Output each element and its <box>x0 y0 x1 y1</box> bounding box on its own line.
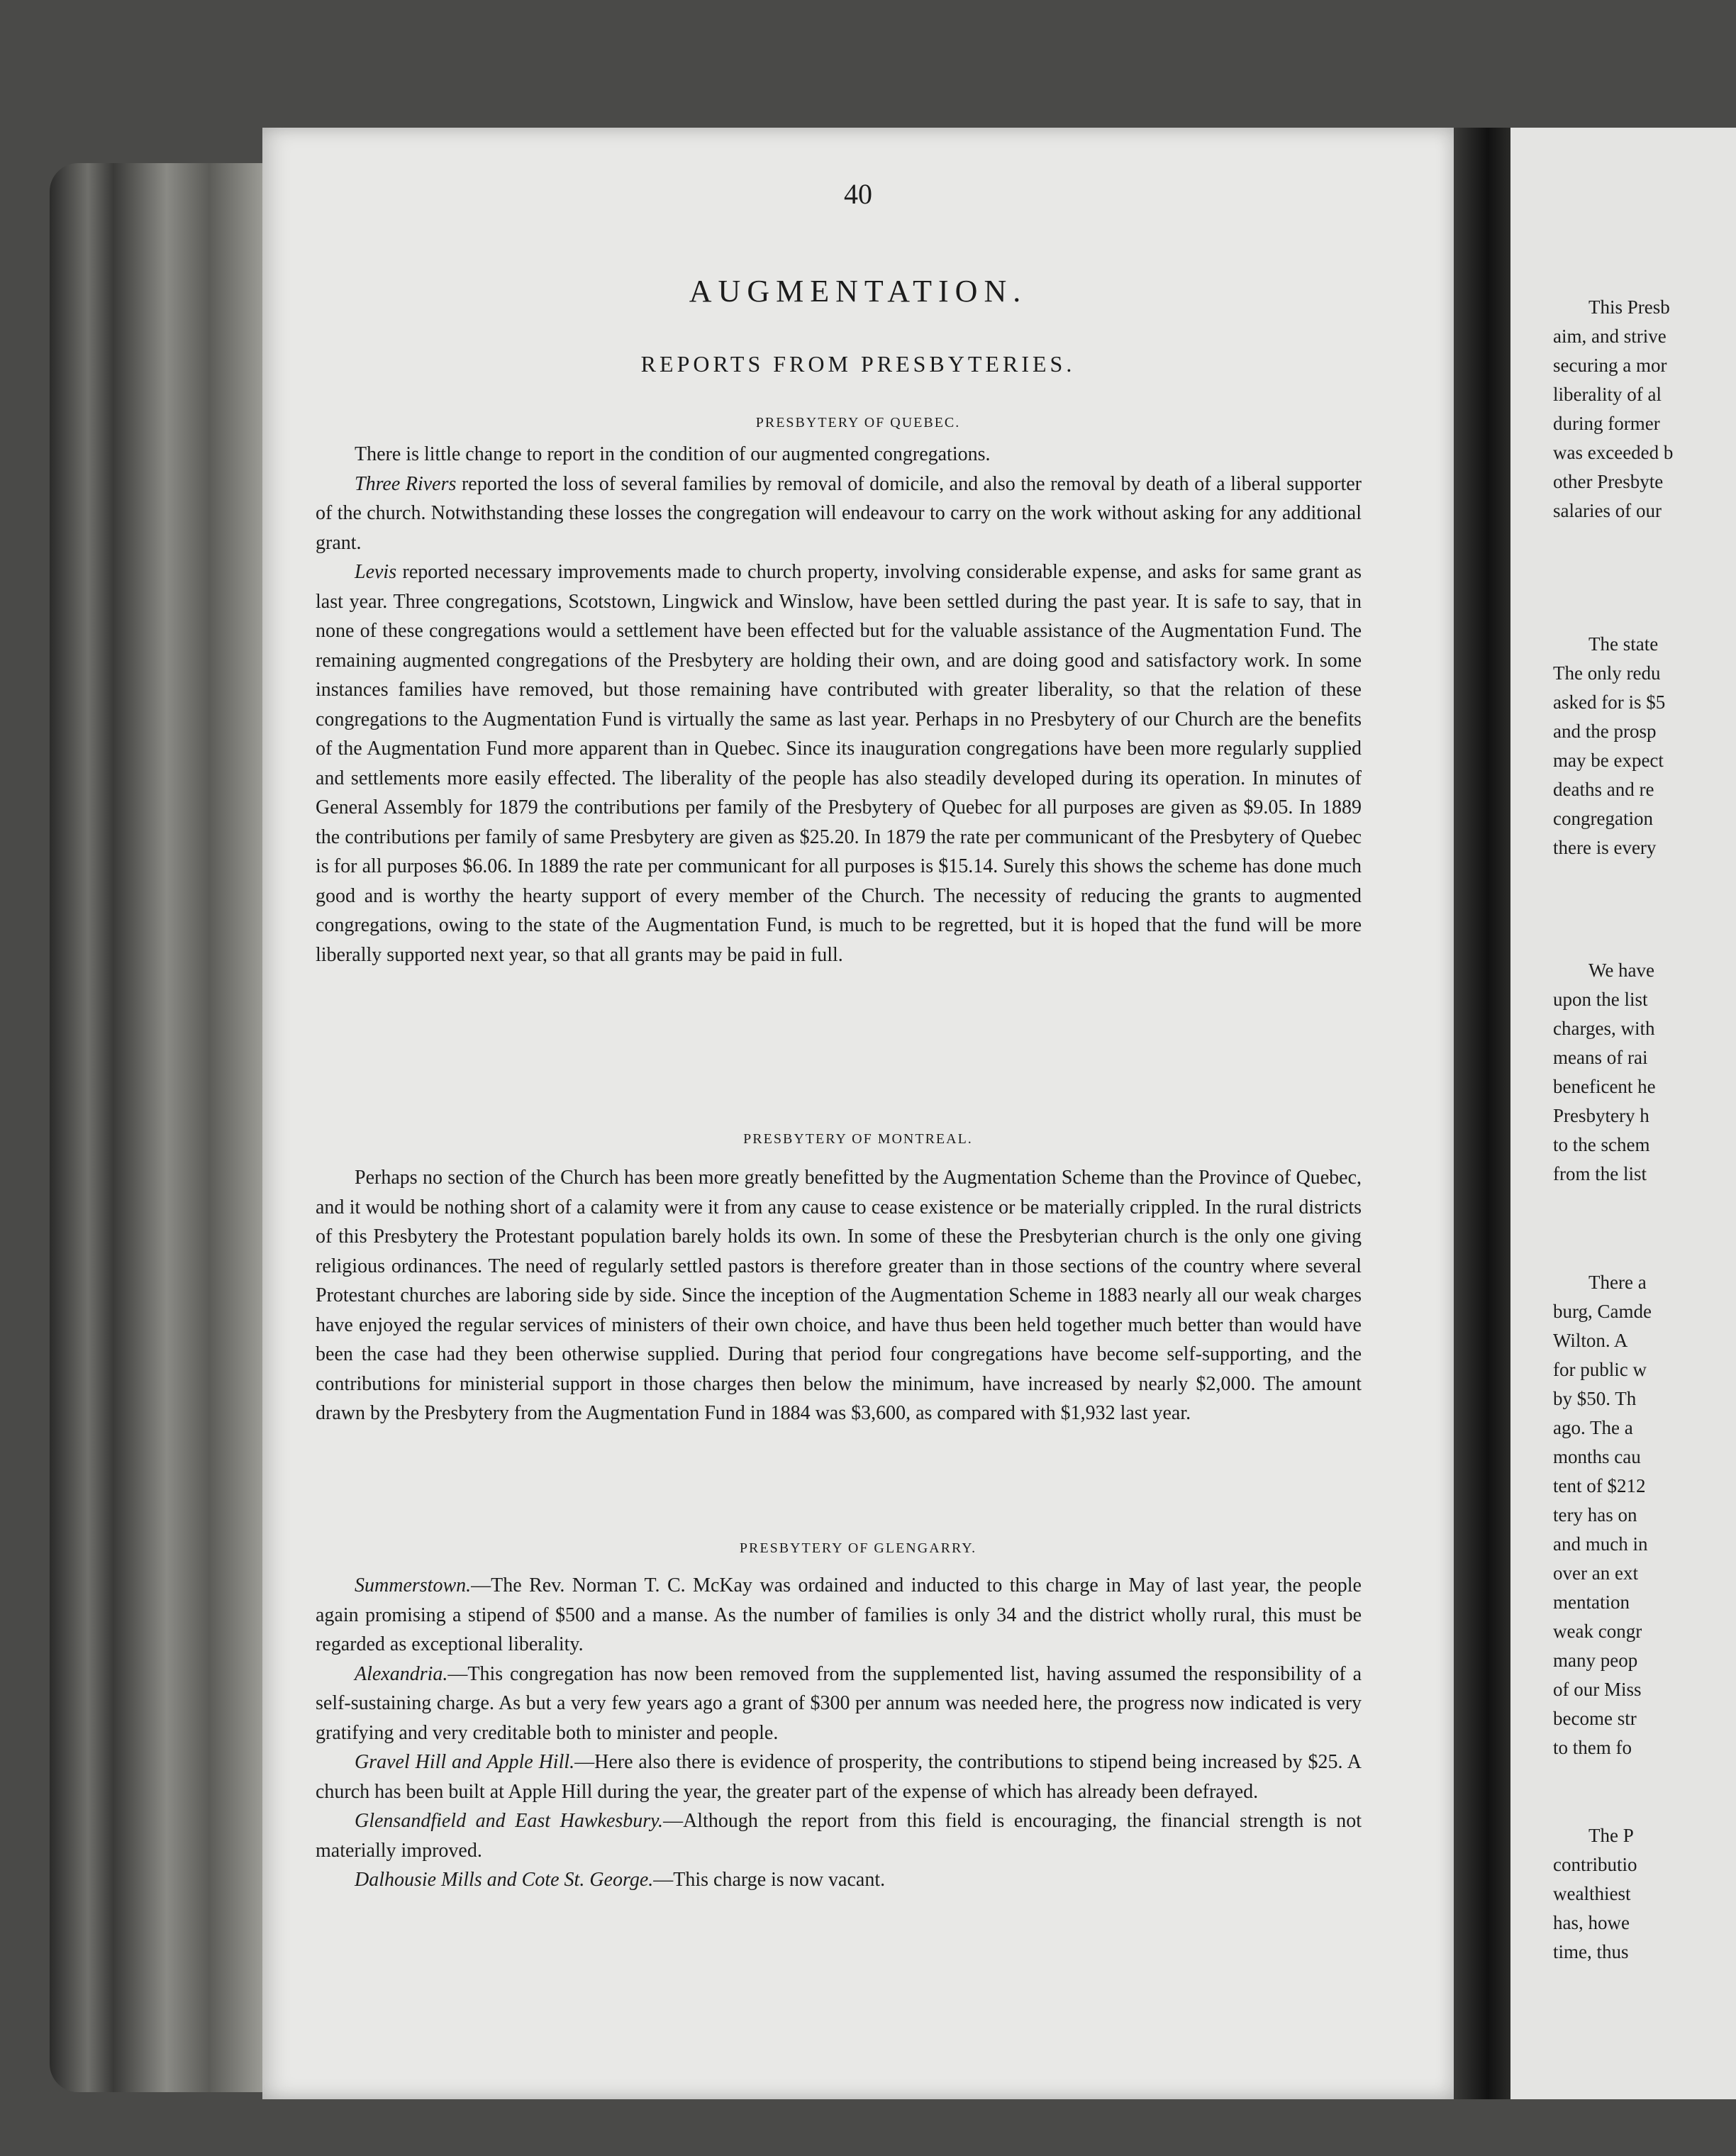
facing-page-line: aim, and strive <box>1553 326 1667 347</box>
facing-page-line: Wilton. A <box>1553 1330 1628 1351</box>
facing-page-line: congregation <box>1553 808 1653 829</box>
facing-page-line: The P <box>1588 1825 1634 1846</box>
facing-page-line: may be expect <box>1553 750 1664 771</box>
facing-page-line: There a <box>1588 1272 1647 1293</box>
facing-page-line: wealthiest <box>1553 1883 1631 1904</box>
facing-page-line: ago. The a <box>1553 1417 1633 1438</box>
facing-page-line: has, howe <box>1553 1912 1630 1933</box>
section-body-glengarry <box>316 1571 1362 1895</box>
facing-page-line: for public w <box>1553 1359 1647 1380</box>
paragraph-text: Perhaps no section of the Church has been more greatly benefitted by the Augmentation Scheme than the Province of Quebec, and it would be nothing short of a calamity were it from any cause to cease existence or be materially crippled. In the rural districts of this Presbytery the Protestant population barely holds its own. In some of these the Presbyterian church is the only one giving religious ordinances. The need of regularly settled pastors is therefore greater than in those sections of the country where several Protestant churches are laboring side by side. Since the inception of the Augmentation Scheme in 1883 nearly all our weak charges have enjoyed the regular services of ministers of their own choice, and have thus been held together much better than would have been the case had they been otherwise supplied. During that period four congregations have become self-supporting, and the contributions for ministerial support in those charges then below the minimum, have increased by nearly $2,000. The amount drawn by the Presbytery from the Augmentation Fund in 1884 was $3,600, as compared with $1,932 last year. <box>316 1167 1362 1424</box>
facing-page-line: over an ext <box>1553 1562 1638 1584</box>
book-edge <box>50 163 262 2092</box>
paragraph-lead: Glensandfield and East Hawkesbury. <box>355 1810 664 1832</box>
facing-page-line: by $50. Th <box>1553 1388 1637 1409</box>
page-number: 40 <box>844 178 872 210</box>
paragraph-lead: Gravel Hill and Apple Hill. <box>355 1751 575 1773</box>
left-page <box>262 128 1454 2099</box>
paragraph <box>316 1163 1362 1428</box>
section-body-montreal <box>316 1163 1362 1428</box>
facing-page-line: was exceeded b <box>1553 442 1674 463</box>
page-subtitle: REPORTS FROM PRESBYTERIES. <box>640 351 1076 377</box>
facing-page-line: from the list <box>1553 1163 1647 1184</box>
facing-page-line: tent of $212 <box>1553 1475 1646 1496</box>
paragraph-text: —This congregation has now been removed from the supplemented list, having assumed the responsibility of a self-sustaining charge. As but a very few years ago a grant of $300 per annum was needed here, the progress now indicated is very gratifying and very creditable both to minister and people. <box>316 1662 1362 1744</box>
facing-page-line: securing a mor <box>1553 355 1667 376</box>
section-heading-quebec: PRESBYTERY OF QUEBEC. <box>755 415 961 430</box>
facing-page-line: asked for is $5 <box>1553 691 1666 713</box>
paragraph <box>316 440 1362 469</box>
paragraph <box>316 1571 1362 1660</box>
facing-page-line: become str <box>1553 1708 1637 1729</box>
facing-page-line: We have <box>1588 960 1655 981</box>
facing-page-line: during former <box>1553 413 1660 434</box>
facing-page-line: other Presbyte <box>1553 471 1664 492</box>
facing-page-line: burg, Camde <box>1553 1301 1652 1322</box>
paragraph <box>316 1865 1362 1895</box>
section-heading-glengarry: PRESBYTERY OF GLENGARRY. <box>739 1540 977 1556</box>
facing-page-line: there is every <box>1553 837 1657 858</box>
paragraph-text: There is little change to report in the condition of our augmented congregations. <box>355 443 991 465</box>
facing-page-line: months cau <box>1553 1446 1641 1467</box>
paragraph <box>316 469 1362 558</box>
facing-page-line: weak congr <box>1553 1621 1642 1642</box>
facing-page-line: This Presb <box>1588 296 1670 318</box>
facing-page-line: charges, with <box>1553 1018 1655 1039</box>
facing-page-line: to the schem <box>1553 1134 1650 1155</box>
facing-page-line: of our Miss <box>1553 1679 1642 1700</box>
paragraph-text: —Here also there is evidence of prosperity, the contributions to stipend being increased by $25. A church has been built at Apple Hill during the year, the greater part of the expense of which has already been defrayed. <box>316 1751 1362 1803</box>
section-body-quebec <box>316 440 1362 969</box>
facing-page-line: liberality of al <box>1553 384 1662 405</box>
paragraph-lead: Three Rivers <box>355 472 457 495</box>
paragraph-lead: Levis <box>355 561 397 583</box>
facing-page <box>1510 128 1736 2099</box>
paragraph-lead: Alexandria. <box>355 1662 448 1685</box>
paragraph-text: —This charge is now vacant. <box>653 1869 886 1891</box>
paragraph <box>316 1660 1362 1748</box>
facing-page-line: salaries of our <box>1553 500 1662 521</box>
facing-page-line: tery has on <box>1553 1504 1637 1526</box>
facing-page-line: Presbytery h <box>1553 1105 1649 1126</box>
paragraph <box>316 1806 1362 1865</box>
facing-page-line: mentation <box>1553 1591 1630 1613</box>
facing-page-line: The state <box>1588 633 1659 655</box>
facing-page-line: The only redu <box>1553 662 1661 684</box>
book-gutter <box>1454 128 1510 2099</box>
paragraph-lead: Summerstown. <box>355 1574 472 1596</box>
section-heading-montreal: PRESBYTERY OF MONTREAL. <box>743 1131 973 1147</box>
facing-page-line: deaths and re <box>1553 779 1654 800</box>
facing-page-line: time, thus <box>1553 1941 1629 1962</box>
facing-page-line: contributio <box>1553 1854 1637 1875</box>
facing-page-line: to them fo <box>1553 1737 1632 1758</box>
facing-page-line: means of rai <box>1553 1047 1648 1068</box>
paragraph <box>316 1747 1362 1806</box>
paragraph <box>316 557 1362 969</box>
paragraph-text: reported necessary improvements made to church property, involving considerable expense, and asks for same grant as last year. Three congregations, Scotstown, Lingwick and Winslow, have been settled during the past year. It is safe to say, that in none of these congregations would a settlement have been effected but for the valuable assistance of the Augmentation Fund. The remaining augmented congregations of the Presbytery are holding their own, and are doing good and satisfactory work. In some instances families have removed, but those remaining have contributed with greater liberality, so that the relation of these congregations to the Augmentation Fund is virtually the same as last year. Perhaps in no Presbytery of our Church are the benefits of the Augmentation Fund more apparent than in Quebec. Since its inauguration congregations have been more regularly supplied and settlements more easily effected. The liberality of the people has also steadily developed during its operation. In minutes of General Assembly for 1879 the contributions per family of the Presbytery of Quebec for all purposes are given as $9.05. In 1889 the contributions per family of same Presbytery are given as $25.20. In 1879 the rate per communicant of the Presbytery of Quebec is for all purposes $6.06. In 1889 the rate per communicant for all purposes is $15.14. Surely this shows the scheme has done much good and is worthy the hearty support of every member of the Church. The necessity of reducing the grants to augmented congregations, owing to the state of the Augmentation Fund, is much to be regretted, but it is hoped that the fund will be more liberally supported next year, so that all grants may be paid in full. <box>316 561 1362 966</box>
paragraph-text: —The Rev. Norman T. C. McKay was ordained and inducted to this charge in May of last year, the people again promising a stipend of $500 and a manse. As the number of families is only 34 and the district wholly rural, this must be regarded as exceptional liberality. <box>316 1574 1362 1655</box>
paragraph-lead: Dalhousie Mills and Cote St. George. <box>355 1869 654 1891</box>
facing-page-line: and much in <box>1553 1533 1648 1555</box>
paragraph-text: reported the loss of several families by removal of domicile, and also the removal by death of a liberal supporter of the church. Notwithstanding these losses the congregation will endeavour to carry on the work without asking for any additional grant. <box>316 472 1362 554</box>
page-title: AUGMENTATION. <box>689 274 1028 309</box>
paragraph-text: —Although the report from this field is encouraging, the financial strength is not materially improved. <box>316 1810 1362 1862</box>
facing-page-line: upon the list <box>1553 989 1648 1010</box>
facing-page-line: beneficent he <box>1553 1076 1656 1097</box>
facing-page-line: and the prosp <box>1553 721 1657 742</box>
facing-page-line: many peop <box>1553 1650 1638 1671</box>
